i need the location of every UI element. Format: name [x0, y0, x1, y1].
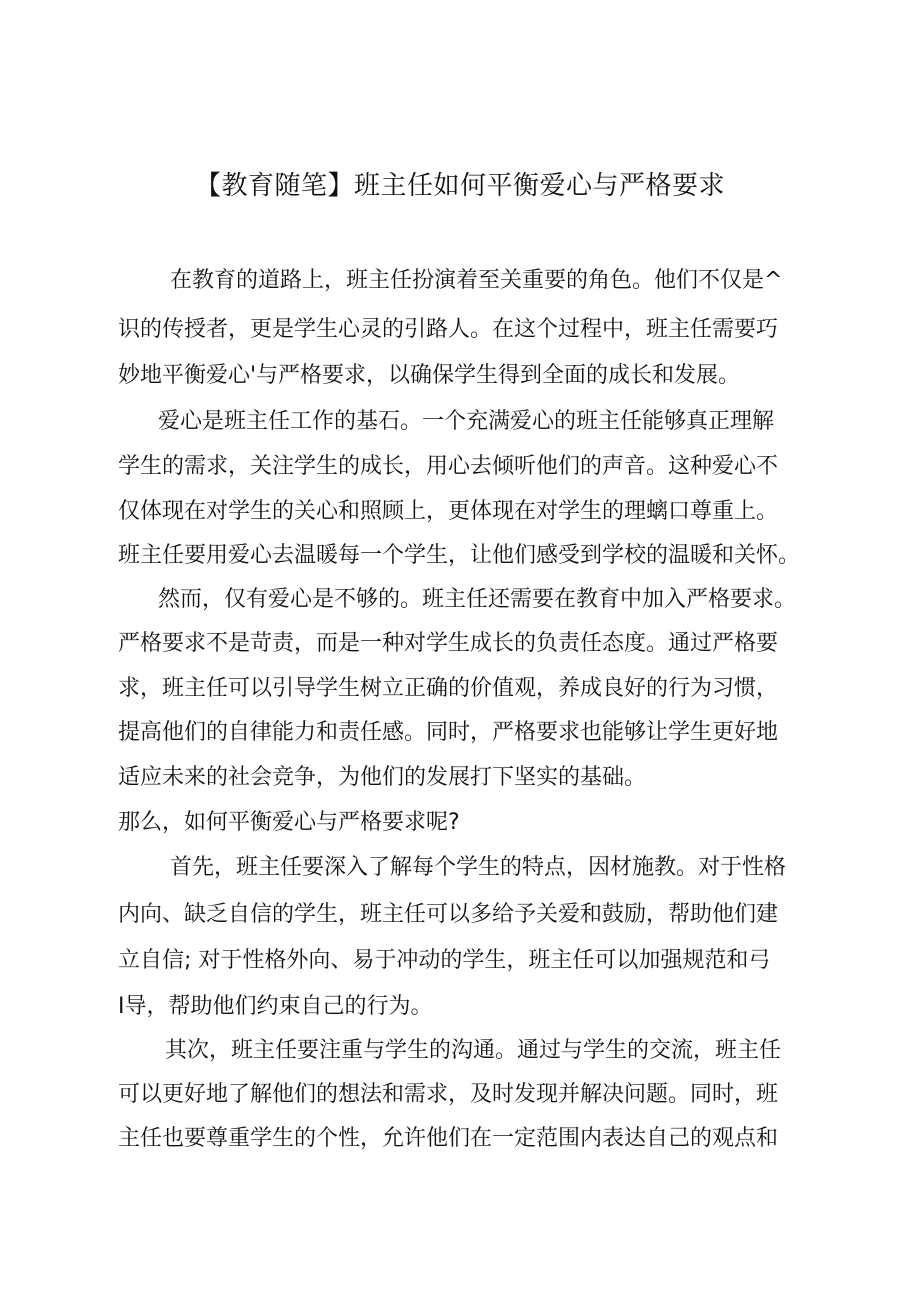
- paragraph-line: 识的传授者，更是学生心灵的引路人。在这个过程中，班主任需要巧: [118, 317, 779, 342]
- paragraph-line: I导，帮助他们约束自己的行为。: [118, 994, 433, 1019]
- paragraph-line: 立自信; 对于性格外向、易于冲动的学生，班主任可以加强规范和弓: [118, 948, 771, 973]
- paragraph-line: 内向、缺乏自信的学生，班主任可以多给予关爱和鼓励，帮助他们建: [118, 902, 779, 927]
- paragraph-line: 班主任要用爱心去温暖每一个学生，让他们感受到学校的温暖和关怀。: [118, 543, 801, 568]
- paragraph-line: 在教育的道路上，班主任扮演着至关重要的角色。他们不仅是^: [170, 268, 783, 293]
- section-question: 那么，如何平衡爱心与严格要求呢?: [118, 810, 460, 835]
- paragraph-line: 仅体现在对学生的关心和照顾上，更体现在对学生的理螭口尊重上。: [118, 499, 779, 524]
- paragraph-line: 然而，仅有爱心是不够的。班主任还需要在教育中加入严格要求。: [158, 587, 797, 612]
- paragraph-line: 妙地平衡爱心'与严格要求，以确保学生得到全面的成长和发展。: [118, 363, 741, 388]
- paragraph-line: 首先，班主任要深入了解每个学生的特点，因材施教。对于性格: [170, 855, 787, 880]
- paragraph-line: 提高他们的自律能力和责任感。同时，严格要求也能够让学生更好地: [118, 720, 779, 745]
- document-title: 【教育随笔】班主任如何平衡爱心与严格要求: [194, 171, 725, 201]
- paragraph-line: 可以更好地了解他们的想法和需求，及时发现并解决问题。同时，班: [118, 1082, 779, 1107]
- paragraph-line: 主任也要尊重学生的个性，允许他们在一定范围内表达自己的观点和: [118, 1126, 779, 1151]
- paragraph-line: 其次，班主任要注重与学生的沟通。通过与学生的交流，班主任: [165, 1038, 782, 1063]
- paragraph-line: 严格要求不是苛责，而是一种对学生成长的负责任态度。通过严格要: [118, 631, 779, 656]
- paragraph-line: 爱心是班主任工作的基石。一个充满爱心的班主任能够真正理解: [158, 409, 775, 434]
- paragraph-line: 求，班主任可以引导学生树立正确的价值观，养成良好的行为习惯，: [118, 676, 779, 701]
- paragraph-line: 适应未来的社会竞争，为他们的发展打下坚实的基础。: [118, 765, 647, 790]
- paragraph-line: 学生的需求，关注学生的成长，用心去倾听他们的声音。这种爱心不: [118, 454, 779, 479]
